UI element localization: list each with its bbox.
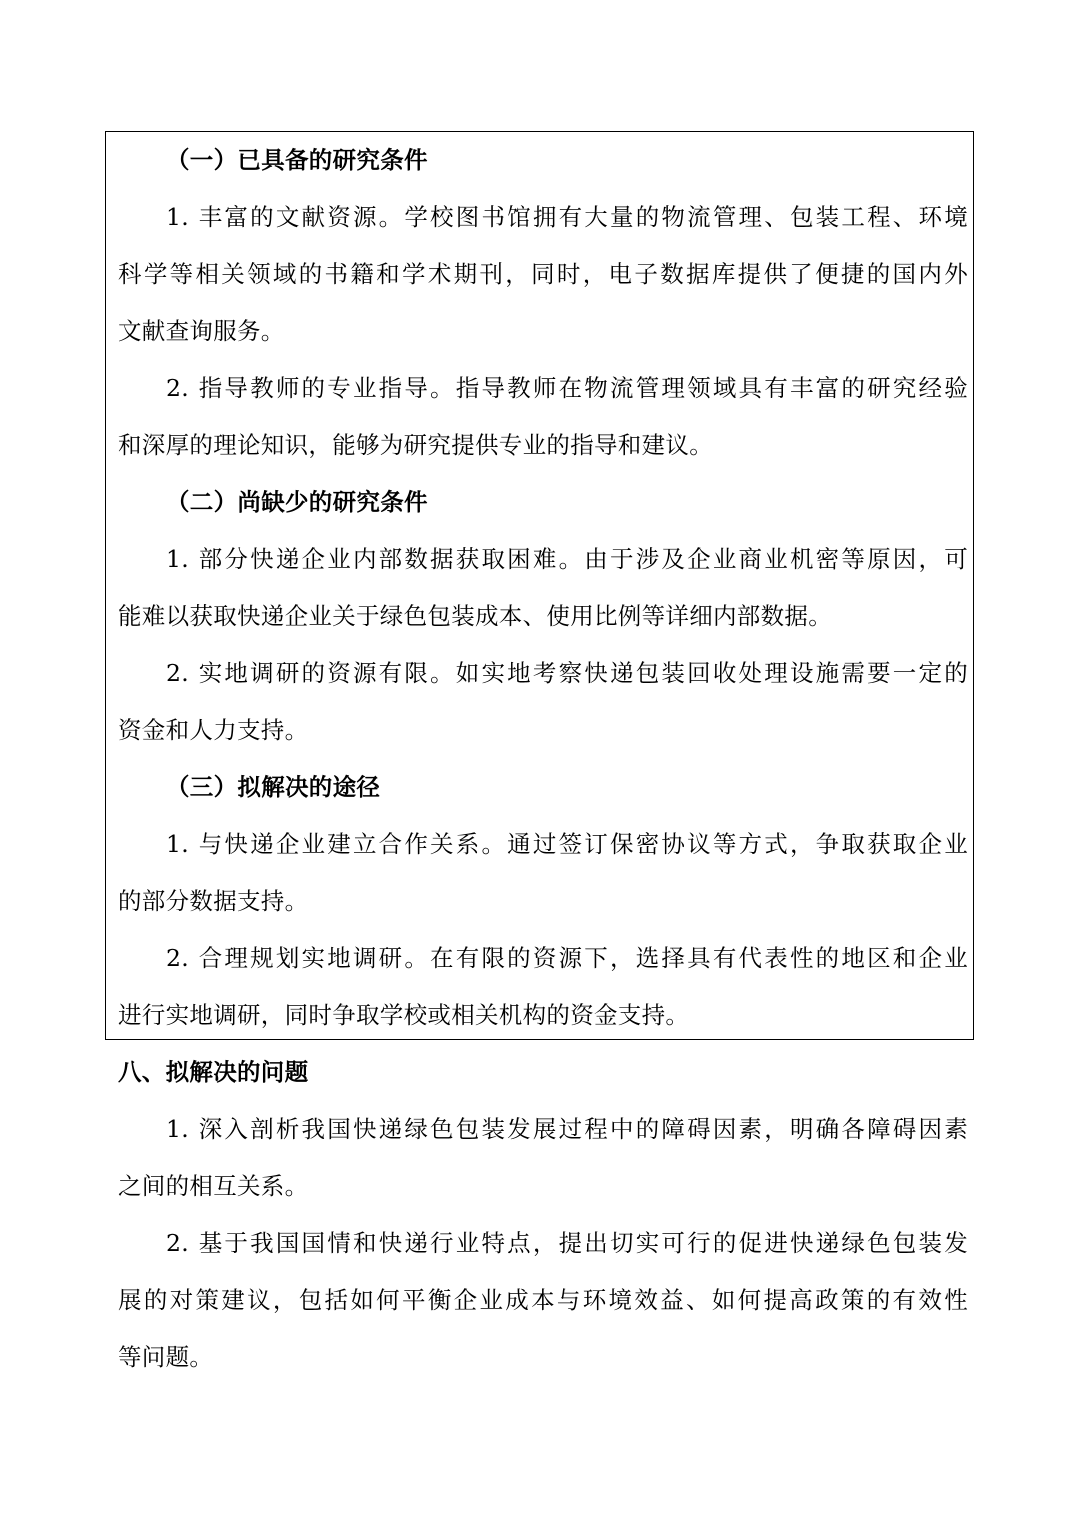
paragraph-data-difficulty [118,531,968,645]
paragraph-obstacle-analysis [118,1101,968,1215]
document-content [118,132,968,1386]
section-heading-problems-to-solve: 八、拟解决的问题 [118,1058,309,1086]
paragraph-line: 资金和人力支持。 [118,716,309,744]
paragraph-line: 2. 实地调研的资源有限。如实地考察快递包装回收处理设施需要一定的 [166,659,968,687]
paragraph-policy-suggestions [118,1215,968,1386]
paragraph-line: 能难以获取快递企业关于绿色包装成本、使用比例等详细内部数据。 [118,602,832,630]
paragraph-line: 1. 丰富的文献资源。学校图书馆拥有大量的物流管理、包装工程、环境 [166,203,968,231]
paragraph-line: 科学等相关领域的书籍和学术期刊，同时，电子数据库提供了便捷的国内外 [118,260,968,288]
paragraph-literature-resources [118,189,968,360]
paragraph-line: 1. 部分快递企业内部数据获取困难。由于涉及企业商业机密等原因，可 [166,545,968,573]
paragraph-line: 1. 深入剖析我国快递绿色包装发展过程中的障碍因素，明确各障碍因素 [166,1115,968,1143]
section-heading-solutions: （三）拟解决的途径 [166,773,381,801]
paragraph-line: 文献查询服务。 [118,317,285,345]
section-heading-existing-conditions: （一）已具备的研究条件 [166,146,428,174]
paragraph-line: 1. 与快递企业建立合作关系。通过签订保密协议等方式，争取获取企业 [166,830,968,858]
paragraph-line: 进行实地调研，同时争取学校或相关机构的资金支持。 [118,1001,690,1029]
paragraph-line: 的部分数据支持。 [118,887,309,915]
paragraph-line: 等问题。 [118,1343,214,1371]
document-table-cell [105,131,974,1371]
paragraph-field-research-limits [118,645,968,759]
paragraph-line: 之间的相互关系。 [118,1172,309,1200]
paragraph-line: 2. 指导教师的专业指导。指导教师在物流管理领域具有丰富的研究经验 [166,374,968,402]
paragraph-advisor-guidance [118,360,968,474]
paragraph-line: 2. 基于我国国情和快递行业特点，提出切实可行的促进快递绿色包装发 [166,1229,968,1257]
paragraph-line: 展的对策建议，包括如何平衡企业成本与环境效益、如何提高政策的有效性 [118,1286,968,1314]
section-heading-missing-conditions: （二）尚缺少的研究条件 [166,488,428,516]
paragraph-cooperation [118,816,968,930]
paragraph-research-planning [118,930,968,1044]
paragraph-line: 和深厚的理论知识，能够为研究提供专业的指导和建议。 [118,431,713,459]
paragraph-line: 2. 合理规划实地调研。在有限的资源下，选择具有代表性的地区和企业 [166,944,968,972]
